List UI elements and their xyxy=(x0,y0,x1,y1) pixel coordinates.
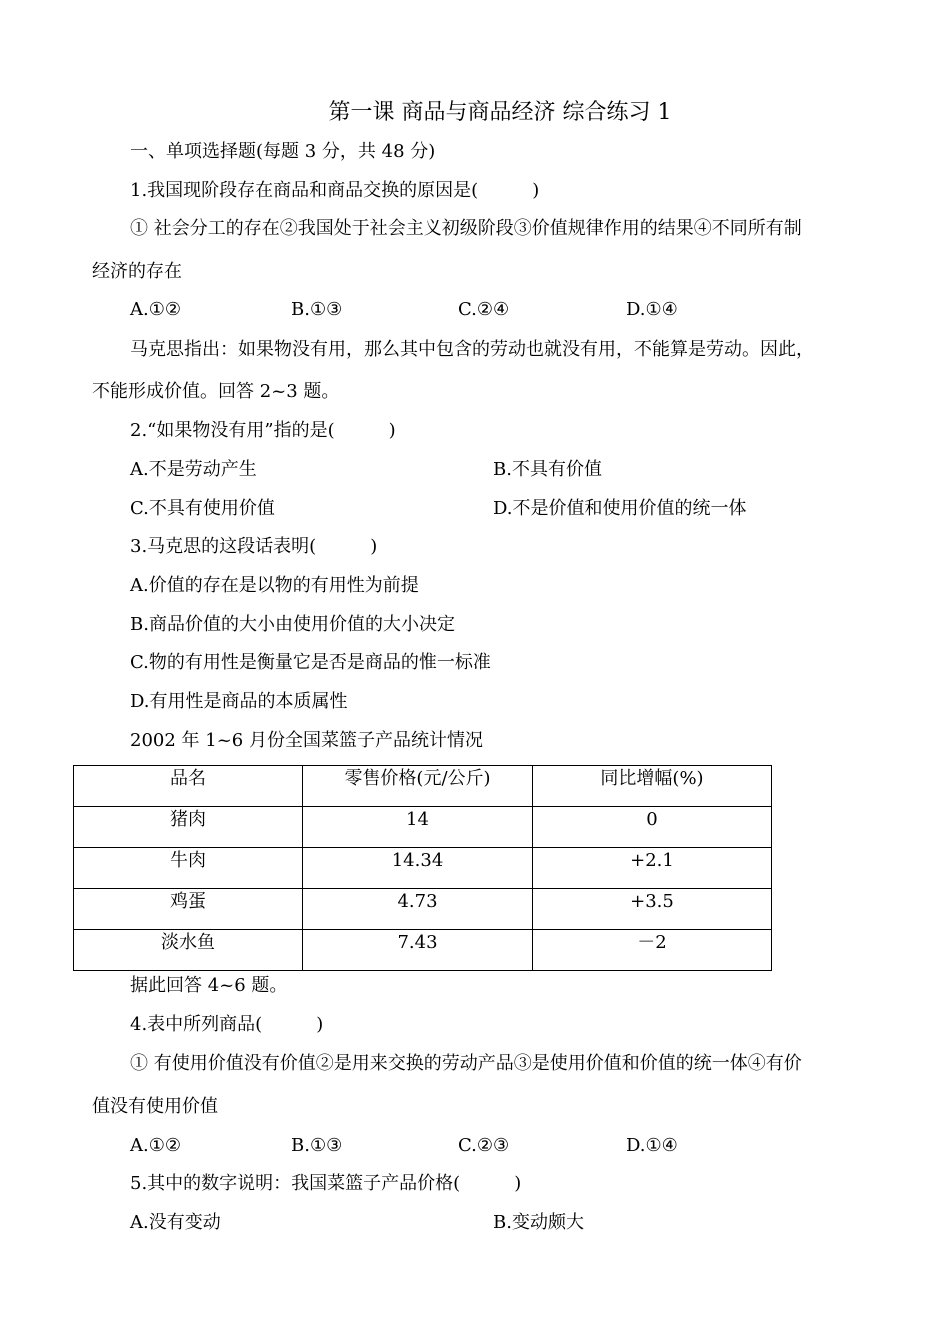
column-header-price: 零售价格(元/公斤) xyxy=(303,766,533,807)
passage-line1: 马克思指出：如果物没有用，那么其中包含的劳动也就没有用，不能算是劳动。因此， xyxy=(130,339,814,360)
q1-items-line1: ① 社会分工的存在②我国处于社会主义初级阶段③价值规律作用的结果④不同所有制 xyxy=(130,218,802,239)
q4-option-a: A.①② xyxy=(130,1135,181,1156)
q1-option-a: A.①② xyxy=(130,299,181,320)
q4-option-b: B.①③ xyxy=(291,1135,343,1156)
table-row xyxy=(74,930,772,971)
passage-line2: 不能形成价值。回答 2~3 题。 xyxy=(92,381,340,402)
q4-items-line1: ① 有使用价值没有价值②是用来交换的劳动产品③是使用价值和价值的统一体④有价 xyxy=(130,1053,802,1074)
q2-option-d: D.不是价值和使用价值的统一体 xyxy=(493,498,747,519)
q5-stem: 5.其中的数字说明：我国菜篮子产品价格( ) xyxy=(130,1173,522,1194)
table-row xyxy=(74,848,772,889)
q3-option-b: B.商品价值的大小由使用价值的大小决定 xyxy=(130,614,455,635)
q4-option-c: C.②③ xyxy=(458,1135,510,1156)
after-table-note: 据此回答 4~6 题。 xyxy=(130,975,288,996)
q1-stem: 1.我国现阶段存在商品和商品交换的原因是( ) xyxy=(130,180,540,201)
q2-stem: 2.“如果物没有用”指的是( ) xyxy=(130,420,396,441)
q1-option-c: C.②④ xyxy=(458,299,510,320)
q3-stem: 3.马克思的这段话表明( ) xyxy=(130,536,378,557)
stats-table xyxy=(73,765,772,971)
q3-option-a: A.价值的存在是以物的有用性为前提 xyxy=(130,575,419,596)
table-cell: 猪肉 xyxy=(74,807,303,848)
q1-option-b: B.①③ xyxy=(291,299,343,320)
q4-option-d: D.①④ xyxy=(626,1135,678,1156)
table-cell: 0 xyxy=(533,807,772,848)
q1-option-d: D.①④ xyxy=(626,299,678,320)
table-header-row xyxy=(74,766,772,807)
column-header-growth: 同比增幅(%) xyxy=(533,766,772,807)
table-row xyxy=(74,807,772,848)
table-cell: 14 xyxy=(303,807,533,848)
table-cell: +3.5 xyxy=(533,889,772,930)
q5-option-a: A.没有变动 xyxy=(130,1212,221,1233)
q1-items-line2: 经济的存在 xyxy=(92,261,182,282)
q3-option-d: D.有用性是商品的本质属性 xyxy=(130,691,348,712)
q4-stem: 4.表中所列商品( ) xyxy=(130,1014,324,1035)
table-cell: －2 xyxy=(533,930,772,971)
q3-option-c: C.物的有用性是衡量它是否是商品的惟一标准 xyxy=(130,652,491,673)
q4-items-line2: 值没有使用价值 xyxy=(92,1096,218,1117)
column-header-name: 品名 xyxy=(74,766,303,807)
q5-option-b: B.变动颇大 xyxy=(493,1212,584,1233)
table-cell: 牛肉 xyxy=(74,848,303,889)
table-cell: +2.1 xyxy=(533,848,772,889)
page-title: 第一课 商品与商品经济 综合练习 1 xyxy=(328,100,672,125)
table-cell: 淡水鱼 xyxy=(74,930,303,971)
q2-option-b: B.不具有价值 xyxy=(493,459,602,480)
q2-option-c: C.不具有使用价值 xyxy=(130,498,275,519)
table-cell: 14.34 xyxy=(303,848,533,889)
table-cell: 4.73 xyxy=(303,889,533,930)
table-cell: 7.43 xyxy=(303,930,533,971)
q2-option-a: A.不是劳动产生 xyxy=(130,459,257,480)
table-caption: 2002 年 1~6 月份全国菜篮子产品统计情况 xyxy=(130,730,483,751)
section-heading: 一、单项选择题(每题 3 分，共 48 分) xyxy=(130,141,436,162)
table-row xyxy=(74,889,772,930)
table-cell: 鸡蛋 xyxy=(74,889,303,930)
